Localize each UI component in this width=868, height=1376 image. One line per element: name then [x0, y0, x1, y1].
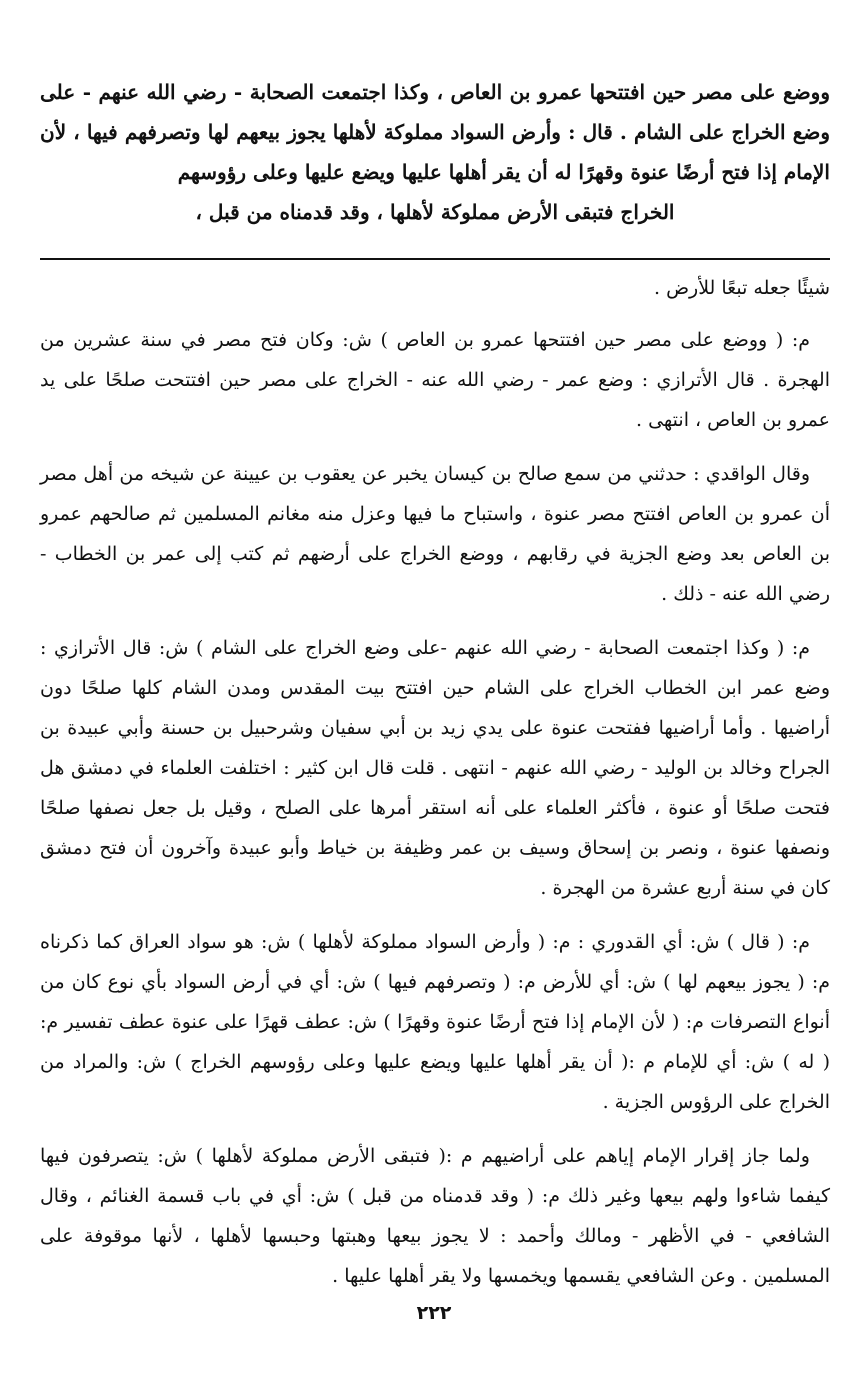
commentary-paragraph: ولما جاز إقرار الإمام إياهم على أراضيهم م :( فتبقى الأرض مملوكة لأهلها ) ش: يتصرفون فيها كيفما شاءوا ولهم بيعها وغير ذلك م: ( وقد قدمناه من قبل ) ش: أي في باب قسمة الغنائم ، وقال الشافعي - في الأظهر - ومالك وأحمد : لا يجوز بيعها وهبتها وحبسها لأهلها ، لأنها موقوفة على المسلمين . وعن الشافعي يقسمها ويخمسها ولا يقر أهلها عليها . [40, 1145, 830, 1287]
matn-body: ووضع على مصر حين افتتحها عمرو بن العاص ، وكذا اجتمعت الصحابة - رضي الله عنهم - على وضع الخراج على الشام . قال : وأرض السواد مملوكة لأهلها يجوز بيعهم لها وتصرفهم فيها ، لأن الإمام إذا فتح أرضًا عنوة وقهرًا له أن يقر أهلها عليها ويضع عليها وعلى رؤوسهم [40, 80, 830, 184]
page-body [40, 72, 830, 1310]
commentary-paragraph: م: ( وكذا اجتمعت الصحابة - رضي الله عنهم -على وضع الخراج على الشام ) ش: قال الأترازي : وضع عمر ابن الخطاب الخراج على الشام حين افتتح بيت المقدس ومدن الشام كلها صلحًا دون أراضيها . وأما أراضيها ففتحت عنوة على يدي زيد بن أبي سفيان وشرحبيل بن حسنة وأبي عبيدة بن الجراح وخالد بن الوليد - رضي الله عنهم - انتهى . قلت قال ابن كثير : اختلفت العلماء في دمشق هل فتحت صلحًا أو عنوة ، فأكثر العلماء على أنه استقر أمرها على الصلح ، وقيل بل جعل نصفها صلحًا ونصفها عنوة ، ونصر بن إسحاق وسيف بن عمر وظيفة بن خياط وأبو عبيدة وآخرون أن فتح دمشق كان في سنة أربع عشرة من الهجرة . [40, 637, 830, 899]
commentary-paragraph: شيئًا جعله تبعًا للأرض . [653, 277, 830, 299]
page-number: ٢٢٢ [416, 1302, 452, 1324]
commentary [40, 268, 830, 1296]
matn-text [40, 72, 830, 232]
commentary-paragraph: وقال الواقدي : حدثني من سمع صالح بن كيسان يخبر عن يعقوب بن عيينة عن شيخه من أهل مصر أن عمرو بن العاص افتتح مصر عنوة ، واستباح ما فيها وعزل منه مغانم المسلمين ثم صالحهم عمرو بن العاص بعد وضع الجزية في رقابهم ، ووضع الخراج على أرضهم ثم كتب إلى عمر بن الخطاب - رضي الله عنه - ذلك . [40, 463, 830, 605]
commentary-paragraph: م: ( ووضع على مصر حين افتتحها عمرو بن العاص ) ش: وكان فتح مصر في سنة عشرين من الهجرة . قال الأترازي : وضع عمر - رضي الله عنه - الخراج على مصر حين افتتحت صلحًا على يد عمرو بن العاص ، انتهى . [40, 329, 830, 431]
matn-last-line: الخراج فتبقى الأرض مملوكة لأهلها ، وقد قدمناه من قبل ، [195, 200, 675, 224]
commentary-paragraph: م: ( قال ) ش: أي القدوري : م: ( وأرض السواد مملوكة لأهلها ) ش: هو سواد العراق كما ذكرناه م: ( يجوز بيعهم لها ) ش: أي للأرض م: ( وتصرفهم فيها ) ش: أي في أرض السواد بأي نوع كان من أنواع التصرفات م: ( لأن الإمام إذا فتح أرضًا عنوة وقهرًا ) ش: عطف قهرًا على عنوة عطف تفسير م: ( له ) ش: أي للإمام م :( أن يقر أهلها عليها ويضع عليها وعلى رؤوسهم الخراج ) ش: والمراد من الخراج على الرؤوس الجزية . [40, 931, 830, 1113]
footnote-divider [40, 258, 830, 260]
